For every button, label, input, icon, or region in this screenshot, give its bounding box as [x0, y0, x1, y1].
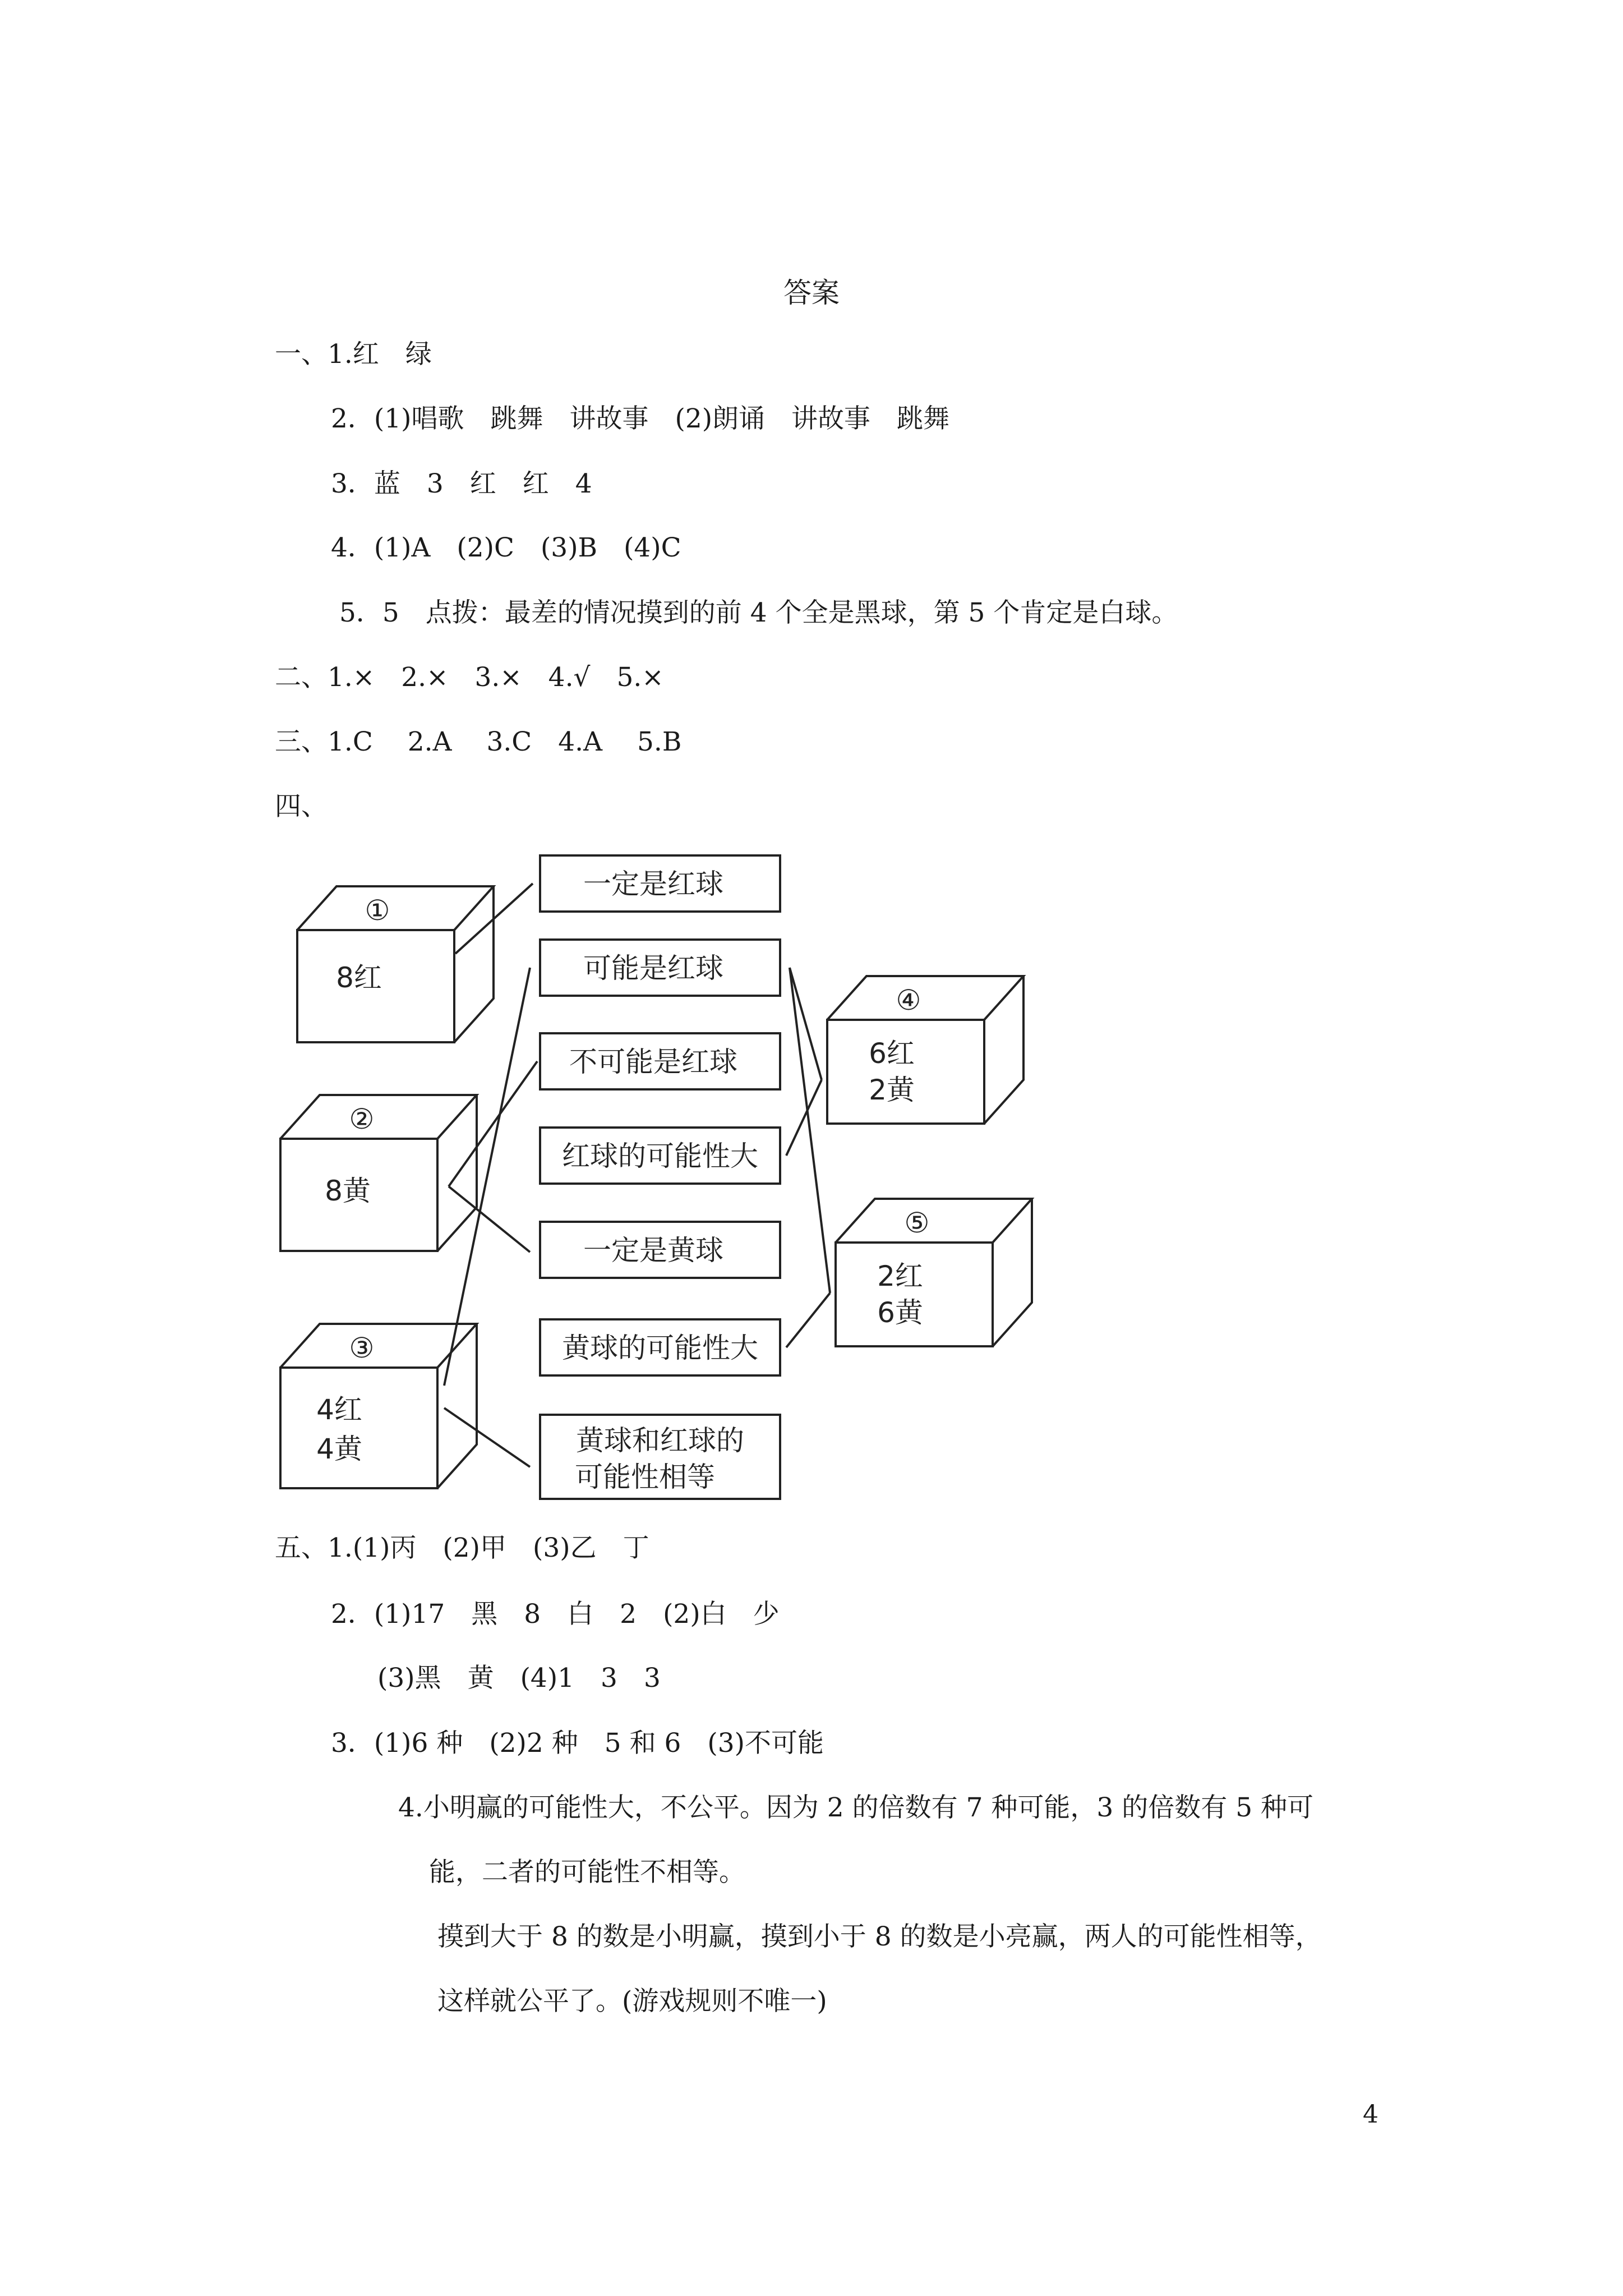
- cube-4-number: ④: [896, 984, 921, 1016]
- connector-line: [786, 1293, 830, 1347]
- answer-2: 二、1.× 2.× 3.× 4.√ 5.×: [275, 662, 664, 693]
- statement-4-text: 红球的可能性大: [562, 1140, 758, 1172]
- connector-line: [444, 1408, 530, 1467]
- cube-2-number: ②: [349, 1103, 375, 1135]
- cube-5-label-2: 6黄: [877, 1296, 923, 1329]
- answer-5-4c: 摸到大于 8 的数是小明赢，摸到小于 8 的数是小亮赢，两人的可能性相等，: [437, 1921, 1322, 1952]
- answer-1-4: 4．(1)A (2)C (3)B (4)C: [331, 532, 681, 563]
- statement-3-text: 不可能是红球: [569, 1046, 737, 1078]
- cube-2: [280, 1095, 477, 1251]
- statement-6-text: 黄球的可能性大: [562, 1332, 758, 1364]
- cube-4: [827, 976, 1023, 1124]
- cube-1-number: ①: [365, 894, 390, 927]
- cube-3: [280, 1324, 477, 1488]
- cube-5-label-1: 2红: [877, 1260, 923, 1292]
- answer-5-4a: 4.小明赢的可能性大，不公平。因为 2 的倍数有 7 种可能，3 的倍数有 5 种可: [398, 1792, 1314, 1823]
- cube-5-number: ⑤: [904, 1207, 930, 1239]
- answer-1-3: 3．蓝 3 红 红 4: [331, 468, 592, 499]
- answer-5-4b: 能，二者的可能性不相等。: [429, 1857, 745, 1888]
- answer-5-3: 3．(1)6 种 (2)2 种 5 和 6 (3)不可能: [331, 1728, 824, 1759]
- cube-3-label-1: 4红: [316, 1393, 362, 1426]
- cube-2-label: 8黄: [325, 1175, 371, 1207]
- cube-1-label: 8红: [336, 961, 382, 994]
- answer-1-1: 一、1.红 绿: [275, 339, 432, 370]
- connector-line: [790, 968, 822, 1080]
- statement-7-text-1: 黄球和红球的: [576, 1424, 744, 1457]
- answer-1-2: 2．(1)唱歌 跳舞 讲故事 (2)朗诵 讲故事 跳舞: [331, 403, 950, 434]
- answer-5-4d: 这样就公平了。(游戏规则不唯一): [437, 1986, 827, 2017]
- connector-line: [790, 968, 830, 1293]
- cube-3-number: ③: [349, 1332, 375, 1364]
- cube-5: [836, 1199, 1032, 1346]
- cube-4-label-2: 2黄: [869, 1074, 915, 1106]
- answer-5-2a: 2．(1)17 黑 8 白 2 (2)白 少: [331, 1599, 780, 1630]
- page-number: 4: [1363, 2100, 1378, 2129]
- answer-3: 三、1.C 2.A 3.C 4.A 5.B: [275, 726, 682, 757]
- statement-7-text-2: 可能性相等: [575, 1461, 715, 1493]
- answer-1-5: 5．5 点拨：最差的情况摸到的前 4 个全是黑球，第 5 个肯定是白球。: [339, 597, 1178, 628]
- answer-5-2b: (3)黑 黄 (4)1 3 3: [377, 1663, 661, 1694]
- connector-line: [449, 1061, 537, 1186]
- statement-1-text: 一定是红球: [583, 868, 723, 900]
- page-title: 答案: [783, 277, 840, 309]
- answer-5-1: 五、1.(1)丙 (2)甲 (3)乙 丁: [275, 1533, 649, 1563]
- answer-4-heading: 四、: [275, 791, 328, 822]
- statement-5-text: 一定是黄球: [583, 1234, 723, 1267]
- connector-line: [449, 1186, 530, 1252]
- cube-3-label-2: 4黄: [316, 1433, 362, 1465]
- connector-line: [444, 968, 530, 1386]
- cube-1: [297, 886, 494, 1042]
- cube-4-label-1: 6红: [869, 1037, 915, 1070]
- statement-2-text: 可能是红球: [583, 952, 723, 984]
